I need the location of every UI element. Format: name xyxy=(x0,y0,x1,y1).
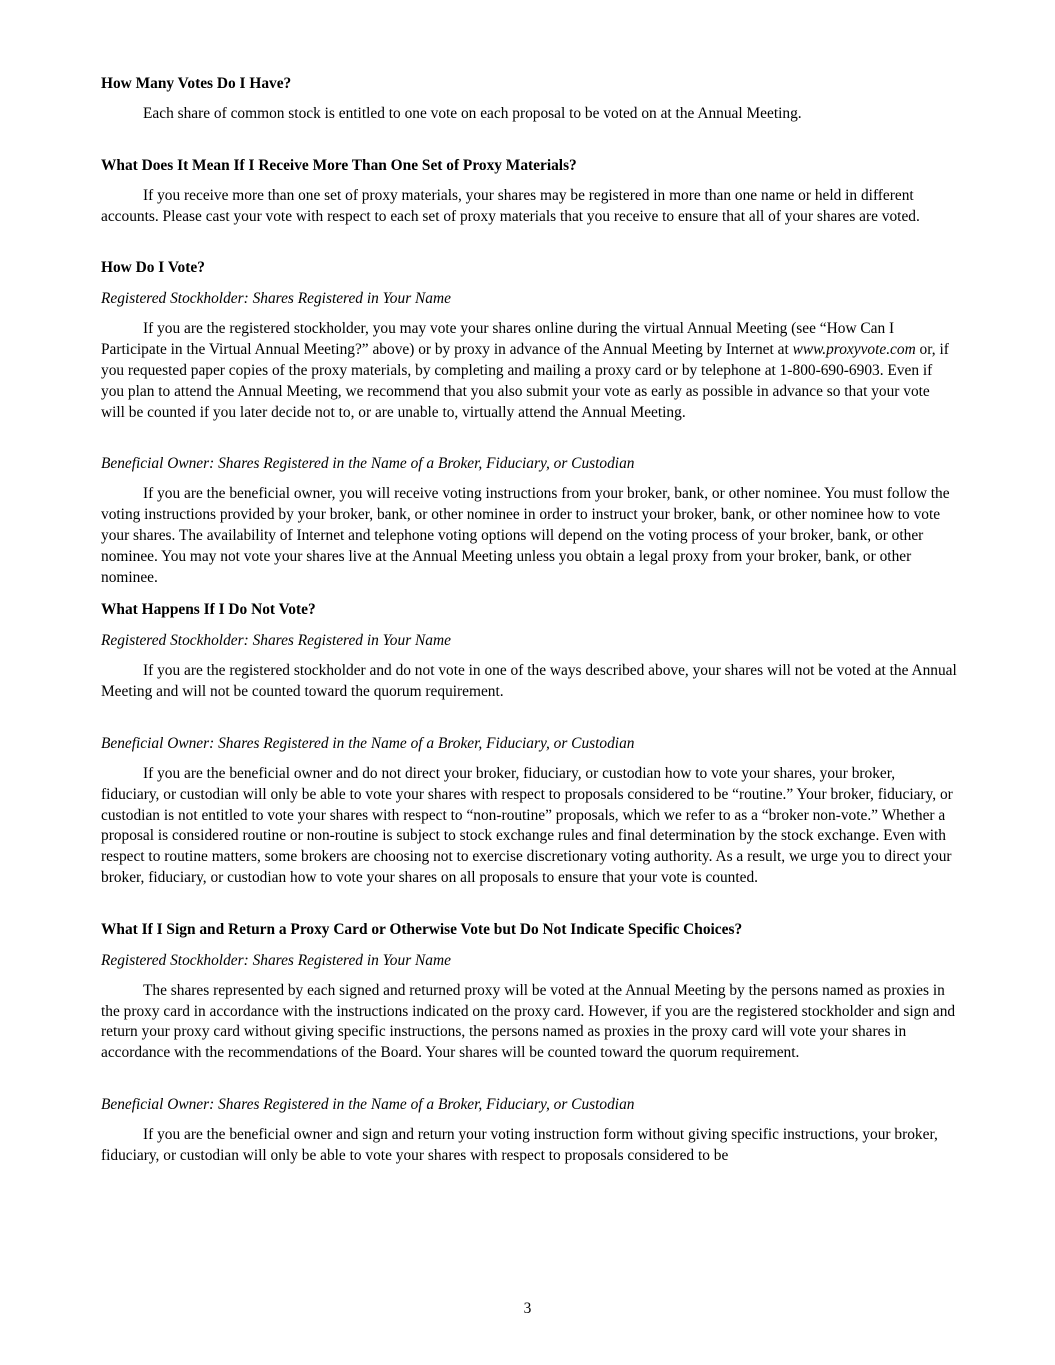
paragraph-beneficial-no-choices: If you are the beneficial owner and sign and return your voting instruction form without giving specific instructions, your broker, fiduciary, or custodian will only be able to vote your shares with respect to proposals considered to be xyxy=(101,1125,938,1164)
proxyvote-link: www.proxyvote.com xyxy=(792,341,916,359)
page-number: 3 xyxy=(523,1300,532,1317)
subheading-beneficial: Beneficial Owner: Shares Registered in the Name of a Broker, Fiduciary, or Custodian xyxy=(101,734,635,752)
heading-votes: How Many Votes Do I Have? xyxy=(101,75,292,92)
paragraph-multiple-sets: If you receive more than one set of proxy materials, your shares may be registered in more than one name or held in different accounts. Please cast your vote with respect to each set of proxy materials that you receive to ensure that all of your shares are voted. xyxy=(101,186,920,225)
paragraph-registered-no-choices: The shares represented by each signed and returned proxy will be voted at the Annual Meeting by the persons named as proxies in the proxy card in accordance with the instructions indicated on the proxy card. However, if you are the registered stockholder and sign and return your proxy card without giving specific instructions, the persons named as proxies in the proxy card will vote your shares in accordance with the recommendations of the Board. Your shares will be counted toward the quorum requirement. xyxy=(101,981,956,1062)
subheading-registered: Registered Stockholder: Shares Registered in Your Name xyxy=(101,290,451,308)
document-page xyxy=(101,73,957,1167)
subheading-beneficial: Beneficial Owner: Shares Registered in the Name of a Broker, Fiduciary, or Custodian xyxy=(101,455,635,473)
subheading-registered: Registered Stockholder: Shares Registered in Your Name xyxy=(101,951,451,969)
paragraph-registered-how-vote: If you are the registered stockholder, you may vote your shares online during the virtual Annual Meeting (see “How Can I Participate in the Virtual Annual Meeting?” above) or by proxy in advance of the Annual Meeting by Internet at www.proxyvote.com or, if you requested paper copies of the proxy materials, by completing and mailing a proxy card or by telephone at 1-800-690-6903. Even if you plan to attend the Annual Meeting, we recommend that you also submit your vote as early as possible in advance so that your vote will be counted if you later decide not to, or are unable to, virtually attend the Annual Meeting. xyxy=(101,320,949,421)
paragraph-registered-not-vote: If you are the registered stockholder and do not vote in one of the ways described above, your shares will not be voted at the Annual Meeting and will not be counted toward the quorum requirement. xyxy=(101,662,957,701)
paragraph-beneficial-not-vote: If you are the beneficial owner and do not direct your broker, fiduciary, or custodian how to vote your shares, your broker, fiduciary, or custodian will only be able to vote your shares with respect to proposals considered to be “routine.” Your broker, fiduciary, or custodian is not entitled to vote your shares with respect to “non-routine” proposals, which we refer to as a “broker non-vote.” Whether a proposal is considered routine or non-routine is subject to stock exchange rules and final determination by the stock exchange. Even with respect to routine matters, some brokers are choosing not to exercise discretionary voting authority. As a result, we urge you to direct your broker, fiduciary, or custodian how to vote your shares on all proposals to ensure that your vote is counted. xyxy=(101,764,953,886)
heading-no-choices: What If I Sign and Return a Proxy Card or Otherwise Vote but Do Not Indicate Specific Choices? xyxy=(101,920,743,938)
subheading-beneficial: Beneficial Owner: Shares Registered in the Name of a Broker, Fiduciary, or Custodian xyxy=(101,1095,635,1113)
heading-not-vote: What Happens If I Do Not Vote? xyxy=(101,601,316,619)
paragraph-beneficial-how-vote: If you are the beneficial owner, you will receive voting instructions from your broker, bank, or other nominee. You must follow the voting instructions provided by your broker, bank, or other nominee in order to instruct your broker, bank, or other nominee how to vote your shares. The availability of Internet and telephone voting options will depend on the voting process of your broker, bank, or other nominee. You may not vote your shares live at the Annual Meeting unless you obtain a legal proxy from your broker, bank, or other nominee. xyxy=(101,485,950,586)
paragraph-votes: Each share of common stock is entitled to one vote on each proposal to be voted on at the Annual Meeting. xyxy=(143,105,802,122)
subheading-registered: Registered Stockholder: Shares Registered in Your Name xyxy=(101,632,451,650)
heading-multiple-sets: What Does It Mean If I Receive More Than One Set of Proxy Materials? xyxy=(101,156,577,174)
heading-how-vote: How Do I Vote? xyxy=(101,259,205,277)
